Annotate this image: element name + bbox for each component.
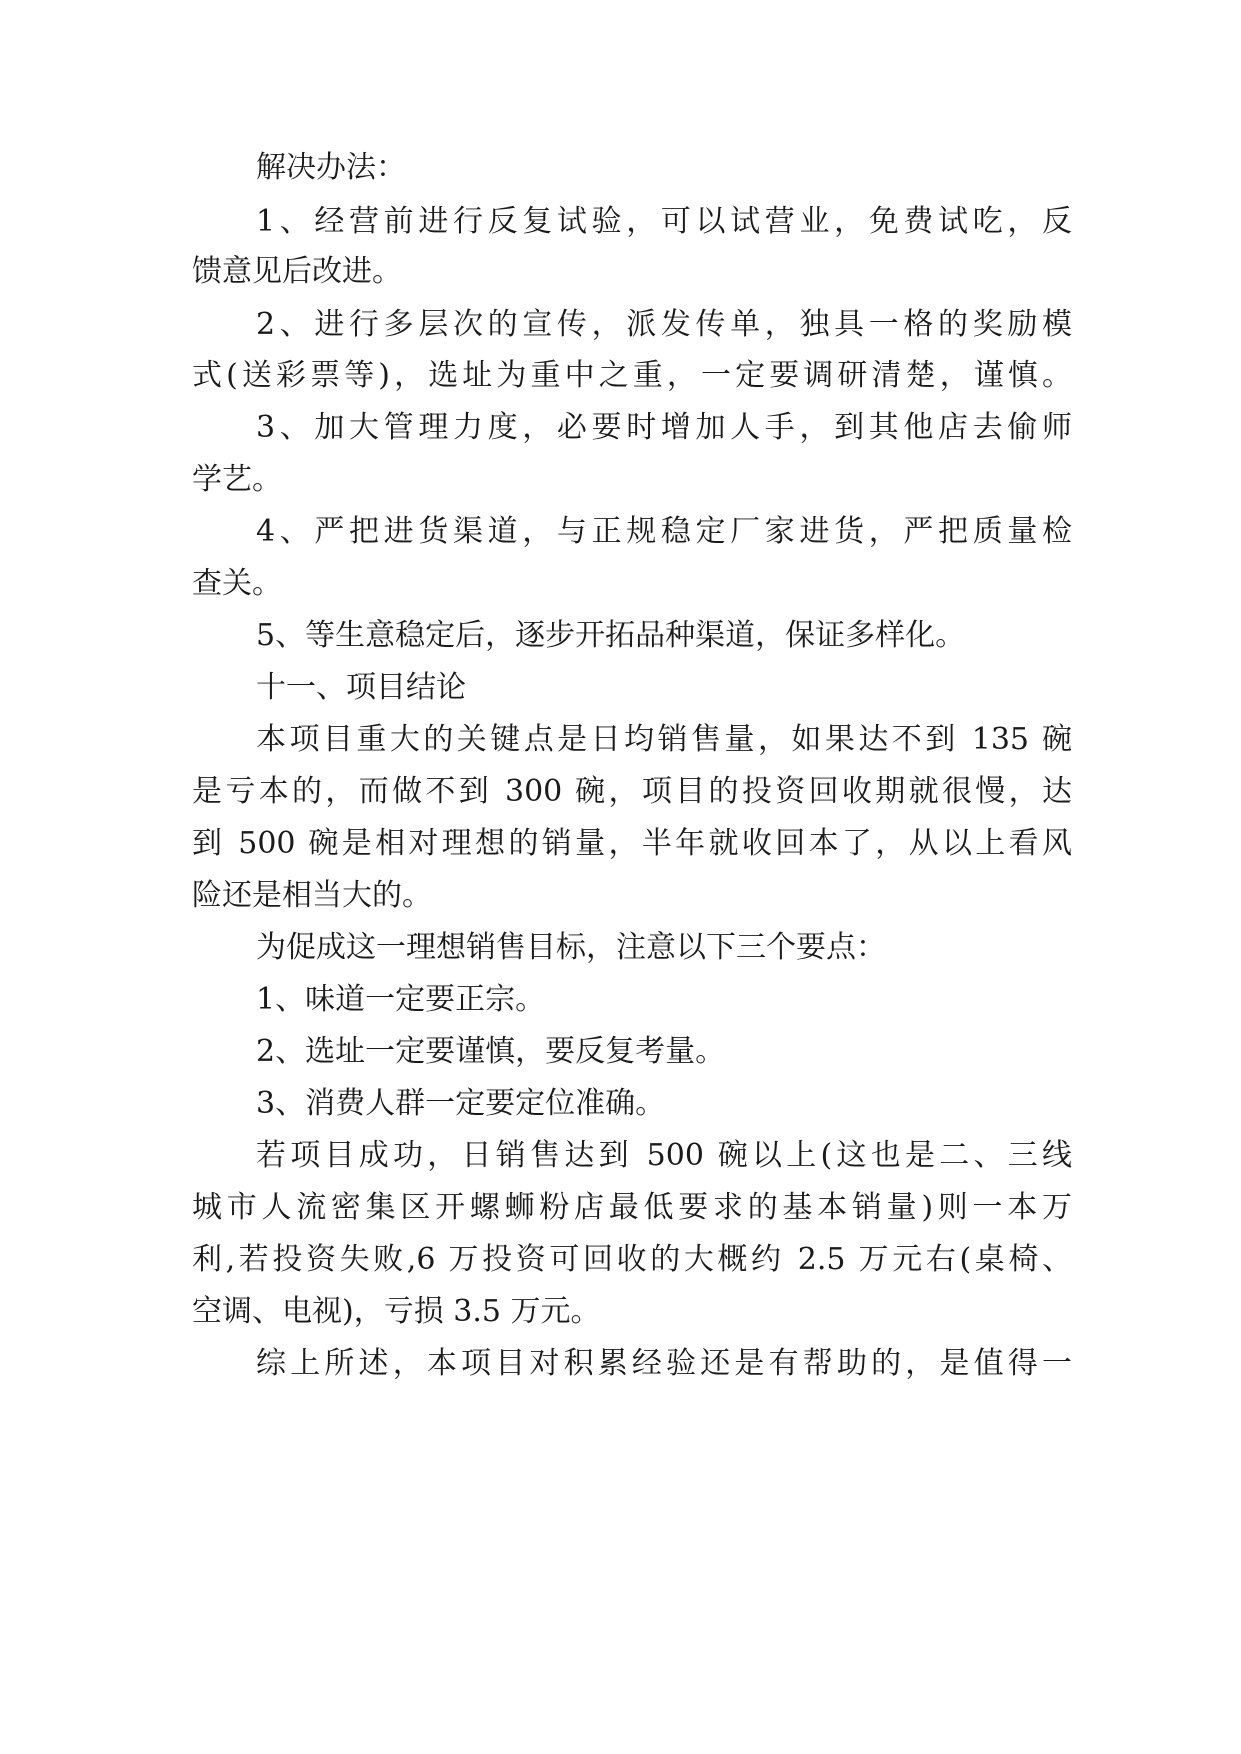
paragraph-line: 3、加大管理力度，必要时增加人手，到其他店去偷师 (256, 410, 1072, 445)
paragraph-line: 本项目重大的关键点是日均销售量，如果达不到 135 碗 (256, 722, 1072, 757)
paragraph-line: 2、进行多层次的宣传，派发传单，独具一格的奖励模 (256, 307, 1072, 342)
paragraph-line: 是亏本的，而做不到 300 碗，项目的投资回收期就很慢，达 (192, 774, 1072, 809)
paragraph-line: 险还是相当大的。 (192, 878, 432, 913)
list-item: 1、味道一定要正宗。 (256, 982, 546, 1017)
paragraph-line: 城市人流密集区开螺蛳粉店最低要求的基本销量)则一本万 (192, 1190, 1072, 1225)
paragraph-line: 4、严把进货渠道，与正规稳定厂家进货，严把质量检 (256, 514, 1072, 549)
paragraph-line: 查关。 (192, 566, 282, 601)
paragraph-line: 为促成这一理想销售目标，注意以下三个要点： (256, 930, 886, 965)
list-item: 2、选址一定要谨慎，要反复考量。 (256, 1034, 726, 1069)
list-item: 3、消费人群一定要定位准确。 (256, 1086, 666, 1121)
paragraph-line: 学艺。 (192, 462, 282, 497)
paragraph-line: 空调、电视)，亏损 3.5 万元。 (192, 1294, 601, 1329)
paragraph-line: 5、等生意稳定后，逐步开拓品种渠道，保证多样化。 (256, 618, 966, 653)
paragraph-line: 到 500 碗是相对理想的销量，半年就收回本了，从以上看风 (192, 826, 1072, 861)
section-heading: 十一、项目结论 (256, 670, 466, 705)
paragraph-line: 馈意见后改进。 (192, 254, 402, 289)
paragraph-line: 式(送彩票等)，选址为重中之重，一定要调研清楚，谨慎。 (192, 358, 1072, 393)
paragraph-line: 1、经营前进行反复试验，可以试营业，免费试吃，反 (256, 204, 1072, 239)
paragraph-line: 利,若投资失败,6 万投资可回收的大概约 2.5 万元右(桌椅、 (192, 1242, 1072, 1277)
paragraph-line: 若项目成功，日销售达到 500 碗以上(这也是二、三线 (256, 1138, 1072, 1173)
paragraph-line: 综上所述，本项目对积累经验还是有帮助的，是值得一 (256, 1346, 1072, 1381)
heading-solutions: 解决办法： (256, 150, 406, 185)
